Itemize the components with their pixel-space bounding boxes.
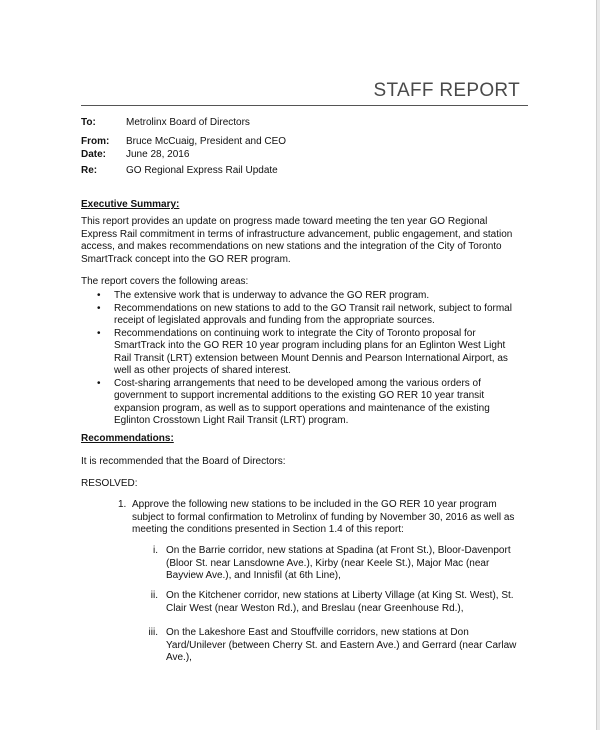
bullet-text: Cost-sharing arrangements that need to be developed among the various orders of government to support incremental additions to the existing GO RER 10 year transit expansion program, as well as to support operations and maintenance of the existing Eglinton Crosstown Light Rail Transit (LRT) program. xyxy=(114,377,490,426)
executive-summary-paragraph: This report provides an update on progress made toward meeting the ten year GO Regional Express Rail commitment in terms of infrastructure advancement, public engagement, and station access, and makes recommendations on new stations and the integration of the City of Toronto SmartTrack concept into the GO RER program. xyxy=(81,216,513,265)
to-value: Metrolinx Board of Directors xyxy=(126,117,250,128)
areas-intro: The report covers the following areas: xyxy=(81,276,249,287)
bullet-icon: • xyxy=(97,302,101,314)
bullet-text: The extensive work that is underway to advance the GO RER program. xyxy=(114,290,430,301)
bullet-icon: • xyxy=(97,290,101,301)
bullet-text: Recommendations on new stations to add to the GO Transit rail network, subject to formal receipt of legislated approvals and funding from the appropriate sources. xyxy=(114,302,512,326)
executive-summary-heading: Executive Summary: xyxy=(81,199,180,210)
subitem-ii-text: On the Kitchener corridor, new stations at Liberty Village (at King St. West), St. Clair West (near Weston Rd.), and Breslau (near Greenhouse Rd.), xyxy=(166,590,514,614)
bullet-icon: • xyxy=(97,327,101,339)
bullet-icon: • xyxy=(97,377,101,389)
resolved-label: RESOLVED: xyxy=(81,478,138,489)
bullet-text: Recommendations on continuing work to integrate the City of Toronto proposal for SmartTrack into the GO RER 10 year program including plans for an Eglinton West Light Rail Transit (LRT) extension between Mount Dennis and Pearson International Airport, as well as other projects of shared interest. xyxy=(114,327,508,376)
subitem-ii-marker: ii. xyxy=(150,590,158,601)
areas-list xyxy=(81,290,521,428)
subitem-i-marker: i. xyxy=(153,545,158,556)
list-item xyxy=(81,303,521,328)
title-rule xyxy=(81,105,528,106)
item-1-number: 1. xyxy=(118,499,127,510)
item-1-text: Approve the following new stations to be included in the GO RER 10 year program subject to formal confirmation to Metrolinx of funding by November 30, 2016 as well as meeting the conditions presented in Section 1.4 of this report: xyxy=(132,499,515,535)
re-label: Re: xyxy=(81,165,98,176)
subitem-iii-text: On the Lakeshore East and Stouffville corridors, new stations at Don Yard/Unilever (between Cherry St. and Eastern Ave.) and Gerrard (near Carlaw Ave.), xyxy=(166,627,517,663)
list-item xyxy=(81,328,521,378)
from-label: From: xyxy=(81,136,110,147)
date-value: June 28, 2016 xyxy=(126,149,190,160)
subitem-i-text: On the Barrie corridor, new stations at Spadina (at Front St.), Bloor-Davenport (Bloor St. near Lansdowne Ave.), Kirby (near Keele St.), Major Mac (near Bayview Ave.), and Innisfil (at 6th Line), xyxy=(166,545,511,581)
from-value: Bruce McCuaig, President and CEO xyxy=(126,136,287,147)
recommendations-heading: Recommendations: xyxy=(81,433,174,444)
list-item xyxy=(81,290,521,303)
date-label: Date: xyxy=(81,149,107,160)
re-value: GO Regional Express Rail Update xyxy=(126,165,278,176)
list-item xyxy=(81,378,521,428)
report-title: STAFF REPORT xyxy=(373,80,520,101)
recommendations-intro: It is recommended that the Board of Directors: xyxy=(81,456,286,467)
subitem-iii-marker: iii. xyxy=(148,627,158,638)
to-label: To: xyxy=(81,117,96,128)
